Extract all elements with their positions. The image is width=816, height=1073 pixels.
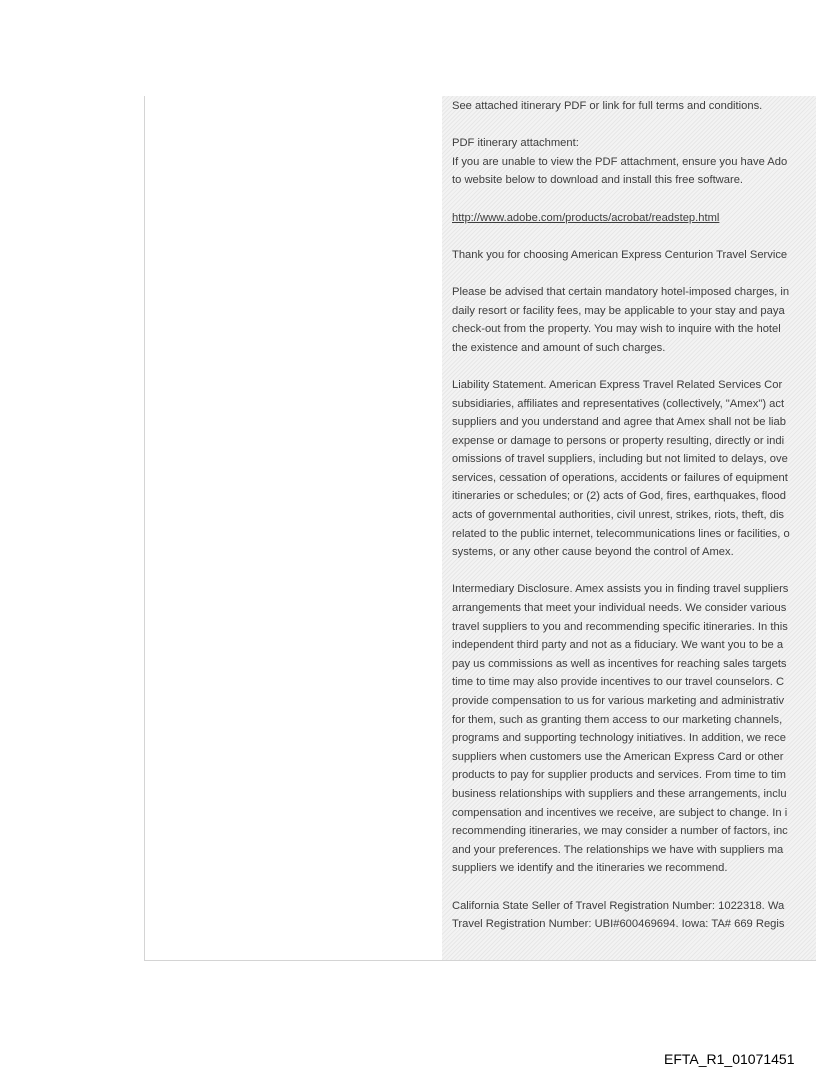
document-id: EFTA_R1_01071451 — [664, 1051, 795, 1067]
intermediary-line: provide compensation to us for various marketing and administrativ — [452, 695, 785, 707]
intermediary-line: suppliers we identify and the itineraries we recommend. — [452, 862, 728, 875]
liability-line: itineraries or schedules; or (2) acts of God, fires, earthquakes, flood — [452, 490, 786, 503]
liability-line: Liability Statement. American Express Travel Related Services Cor — [452, 378, 783, 391]
intermediary-line: independent third party and not as a fiduciary. We want you to be a — [452, 639, 784, 652]
liability-line: suppliers and you understand and agree that Amex shall not be liab — [452, 416, 786, 429]
hotel-charges-line: daily resort or facility fees, may be applicable to your stay and paya — [452, 304, 785, 317]
liability-line: systems, or any other cause beyond the control of Amex. — [452, 546, 734, 559]
liability-line: expense or damage to persons or property resulting, directly or indi — [452, 434, 785, 447]
registration-line: California State Seller of Travel Registration Number: 1022318. Wa — [452, 899, 785, 912]
intermediary-line: business relationships with suppliers and these arrangements, inclu — [452, 787, 787, 800]
intermediary-line: arrangements that meet your individual needs. We consider various — [452, 602, 787, 615]
terms-panel — [442, 96, 816, 960]
hotel-charges-line: check-out from the property. You may wish to inquire with the hotel — [452, 323, 781, 336]
intermediary-line: suppliers when customers use the American Express Card or other — [452, 750, 784, 763]
liability-line: omissions of travel suppliers, including but not limited to delays, ove — [452, 453, 788, 466]
terms-content — [452, 96, 816, 934]
liability-line: acts of governmental authorities, civil unrest, strikes, riots, theft, dis — [452, 509, 785, 522]
intermediary-line: travel suppliers to you and recommending specific itineraries. In this — [452, 620, 788, 633]
intermediary-line: for them, such as granting them access to our marketing channels, — [452, 713, 783, 726]
pdf-line: If you are unable to view the PDF attachment, ensure you have Ado — [452, 155, 788, 168]
hotel-charges-line: the existence and amount of such charges. — [452, 341, 666, 354]
liability-line: related to the public internet, telecommunications lines or facilities, o — [452, 527, 790, 540]
intermediary-line: Intermediary Disclosure. Amex assists you in finding travel suppliers — [452, 583, 789, 596]
intermediary-line: time to time may also provide incentives to our travel counselors. C — [452, 676, 785, 689]
thank-you-text: Thank you for choosing American Express Centurion Travel Service — [452, 248, 788, 261]
liability-line: subsidiaries, affiliates and representatives (collectively, "Amex") act — [452, 397, 785, 410]
adobe-download-link[interactable]: http://www.adobe.com/products/acrobat/readstep.html — [452, 211, 720, 224]
intermediary-line: products to pay for supplier products and services. From time to tim — [452, 769, 786, 782]
pdf-heading: PDF itinerary attachment: — [452, 137, 579, 150]
hotel-charges-line: Please be advised that certain mandatory hotel-imposed charges, in — [452, 285, 790, 298]
intermediary-line: programs and supporting technology initiatives. In addition, we rece — [452, 732, 786, 745]
intermediary-line: and your preferences. The relationships we have with suppliers ma — [452, 843, 784, 856]
liability-line: services, cessation of operations, accidents or failures of equipment — [452, 471, 788, 484]
intermediary-line: recommending itineraries, we may consider a number of factors, inc — [452, 825, 788, 838]
intermediary-line: compensation and incentives we receive, are subject to change. In i — [452, 806, 788, 819]
terms-note: See attached itinerary PDF or link for full terms and conditions. — [452, 100, 763, 112]
registration-line: Travel Registration Number: UBI#600469694. Iowa: TA# 669 Regis — [452, 918, 785, 931]
pdf-line: to website below to download and install this free software. — [452, 174, 744, 187]
intermediary-line: pay us commissions as well as incentives for reaching sales targets — [452, 657, 787, 670]
